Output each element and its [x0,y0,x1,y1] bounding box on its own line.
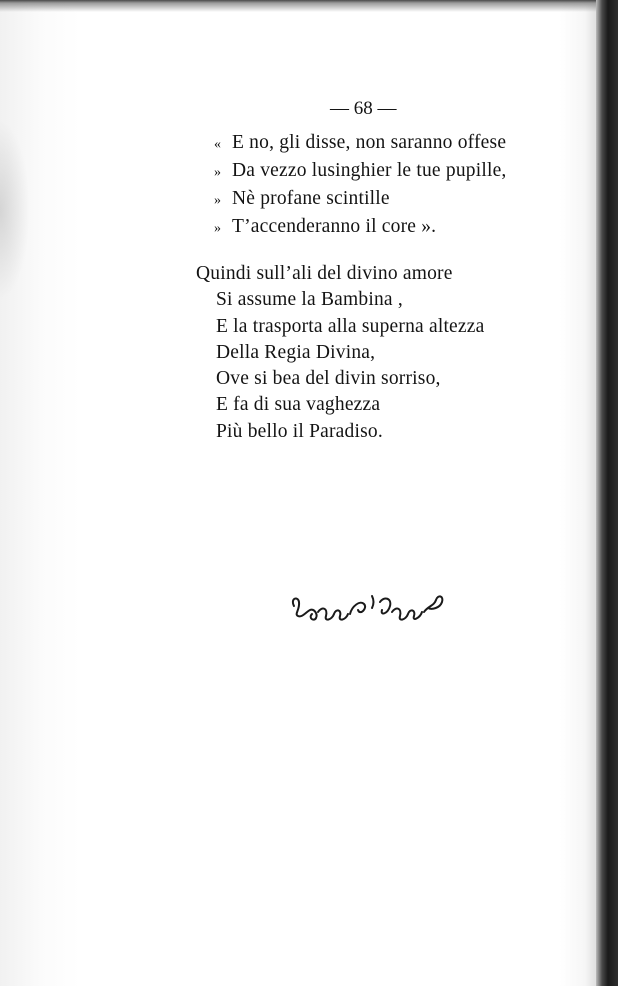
verse-text: T’accenderanno il core ». [232,216,437,237]
decorative-flourish-icon [288,588,448,628]
quote-mark: « [214,137,222,152]
verse-line: E fa di sua vaghezza [216,394,381,416]
verse-line [214,158,507,186]
verse-line: Si assume la Bambina , [216,289,403,311]
verse-line: Ove si bea del divin sorriso, [216,368,441,390]
verse-line: E la trasporta alla superna altezza [216,315,485,337]
verse-line: Della Regia Divina, [216,341,376,363]
stanza-one [214,130,507,242]
page-smudge [0,120,30,300]
verse-line [214,186,507,214]
quote-mark: » [214,165,222,180]
quote-mark: » [214,193,222,208]
page-number: — 68 — [330,98,397,119]
quote-mark: » [214,221,222,236]
stanza-two [196,261,484,445]
book-binding-edge [596,0,618,986]
verse-line: Più bello il Paradiso. [216,420,383,442]
page-top-edge-shadow [0,0,618,12]
verse-text: Nè profane scintille [232,188,390,209]
verse-line [214,214,507,242]
verse-text: E no, gli disse, non saranno offese [232,132,507,153]
verse-text: Da vezzo lusinghier le tue pupille, [232,160,507,181]
verse-line [214,130,507,158]
verse-line: Quindi sull’ali del divino amore [196,263,453,284]
